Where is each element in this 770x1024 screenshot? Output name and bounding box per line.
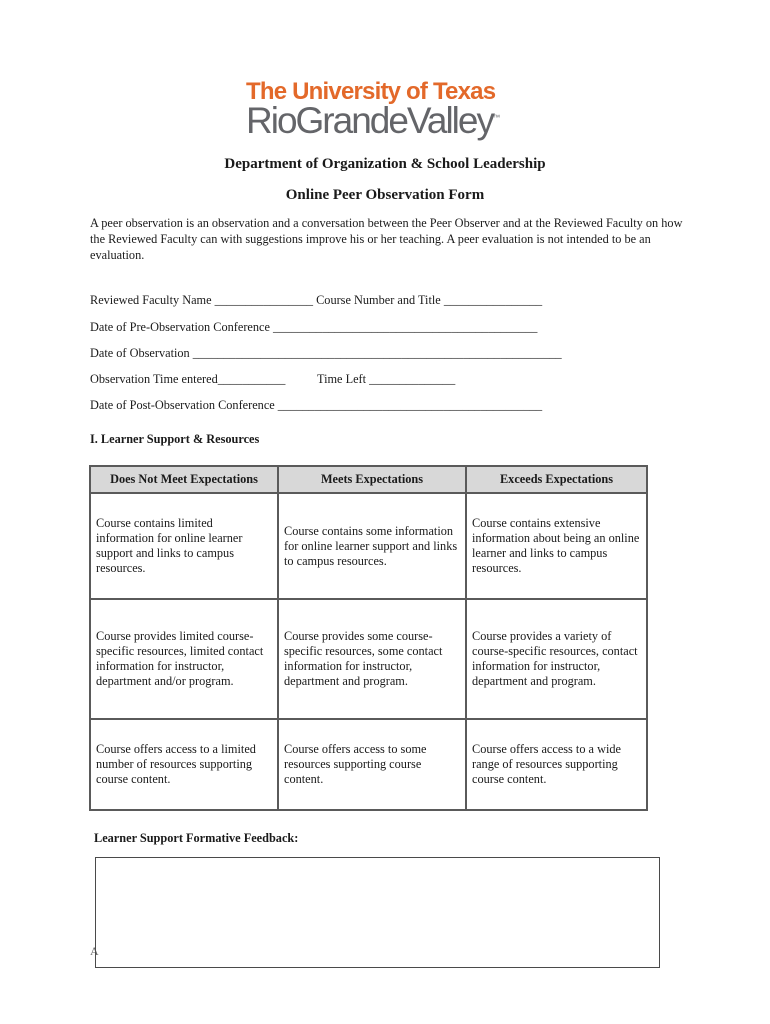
column-header-meets: Meets Expectations xyxy=(278,466,466,493)
rubric-cell: Course offers access to some resources supporting course content. xyxy=(278,719,466,810)
post-observation-date-field[interactable]: Date of Post-Observation Conference ___________________________________________ xyxy=(90,398,543,412)
table-row xyxy=(90,719,647,810)
pre-observation-date-field[interactable]: Date of Pre-Observation Conference ___________________________________________ xyxy=(90,320,538,334)
rubric-header-row xyxy=(90,466,647,493)
time-left-field[interactable]: Time Left ______________ xyxy=(317,372,456,386)
section-heading: I. Learner Support & Resources xyxy=(90,432,260,446)
logo-trademark: ™ xyxy=(492,114,500,122)
logo-campus-text xyxy=(246,100,500,142)
rubric-cell: Course provides limited course-specific resources, limited contact information for instructor, department and/or program. xyxy=(90,599,278,719)
stray-character: A xyxy=(90,944,99,958)
feedback-textbox[interactable] xyxy=(95,857,660,968)
rubric-cell: Course provides a variety of course-specific resources, contact information for instructor, department and program. xyxy=(466,599,647,719)
logo-university-text: The University of Texas xyxy=(246,78,496,105)
rubric-cell: Course provides some course-specific resources, some contact information for instructor, department and program. xyxy=(278,599,466,719)
observation-date-field[interactable]: Date of Observation ____________________________________________________________ xyxy=(90,346,562,360)
reviewed-faculty-field[interactable]: Reviewed Faculty Name ________________ Course Number and Title ________________ xyxy=(90,293,543,307)
observation-time-entered-field[interactable]: Observation Time entered___________ xyxy=(90,372,286,386)
intro-paragraph: A peer observation is an observation and a conversation between the Peer Observer and at the Reviewed Faculty on how the Reviewed Faculty can with suggestions improve his or her teaching. A peer evaluation is not intended to be an evaluation. xyxy=(90,216,683,262)
rubric-table xyxy=(89,465,648,811)
column-header-does-not-meet: Does Not Meet Expectations xyxy=(90,466,278,493)
department-heading: Department of Organization & School Leadership xyxy=(224,156,546,172)
rubric-cell: Course contains limited information for online learner support and links to campus resources. xyxy=(90,493,278,599)
table-row xyxy=(90,493,647,599)
rubric-cell: Course contains some information for online learner support and links to campus resources. xyxy=(278,493,466,599)
logo-campus-name: RioGrandeValley xyxy=(246,100,493,141)
column-header-exceeds: Exceeds Expectations xyxy=(466,466,647,493)
rubric-cell: Course offers access to a limited number of resources supporting course content. xyxy=(90,719,278,810)
rubric-cell: Course offers access to a wide range of resources supporting course content. xyxy=(466,719,647,810)
form-title: Online Peer Observation Form xyxy=(285,187,485,203)
table-row xyxy=(90,599,647,719)
rubric-cell: Course contains extensive information about being an online learner and links to campus resources. xyxy=(466,493,647,599)
feedback-label: Learner Support Formative Feedback: xyxy=(94,831,299,845)
